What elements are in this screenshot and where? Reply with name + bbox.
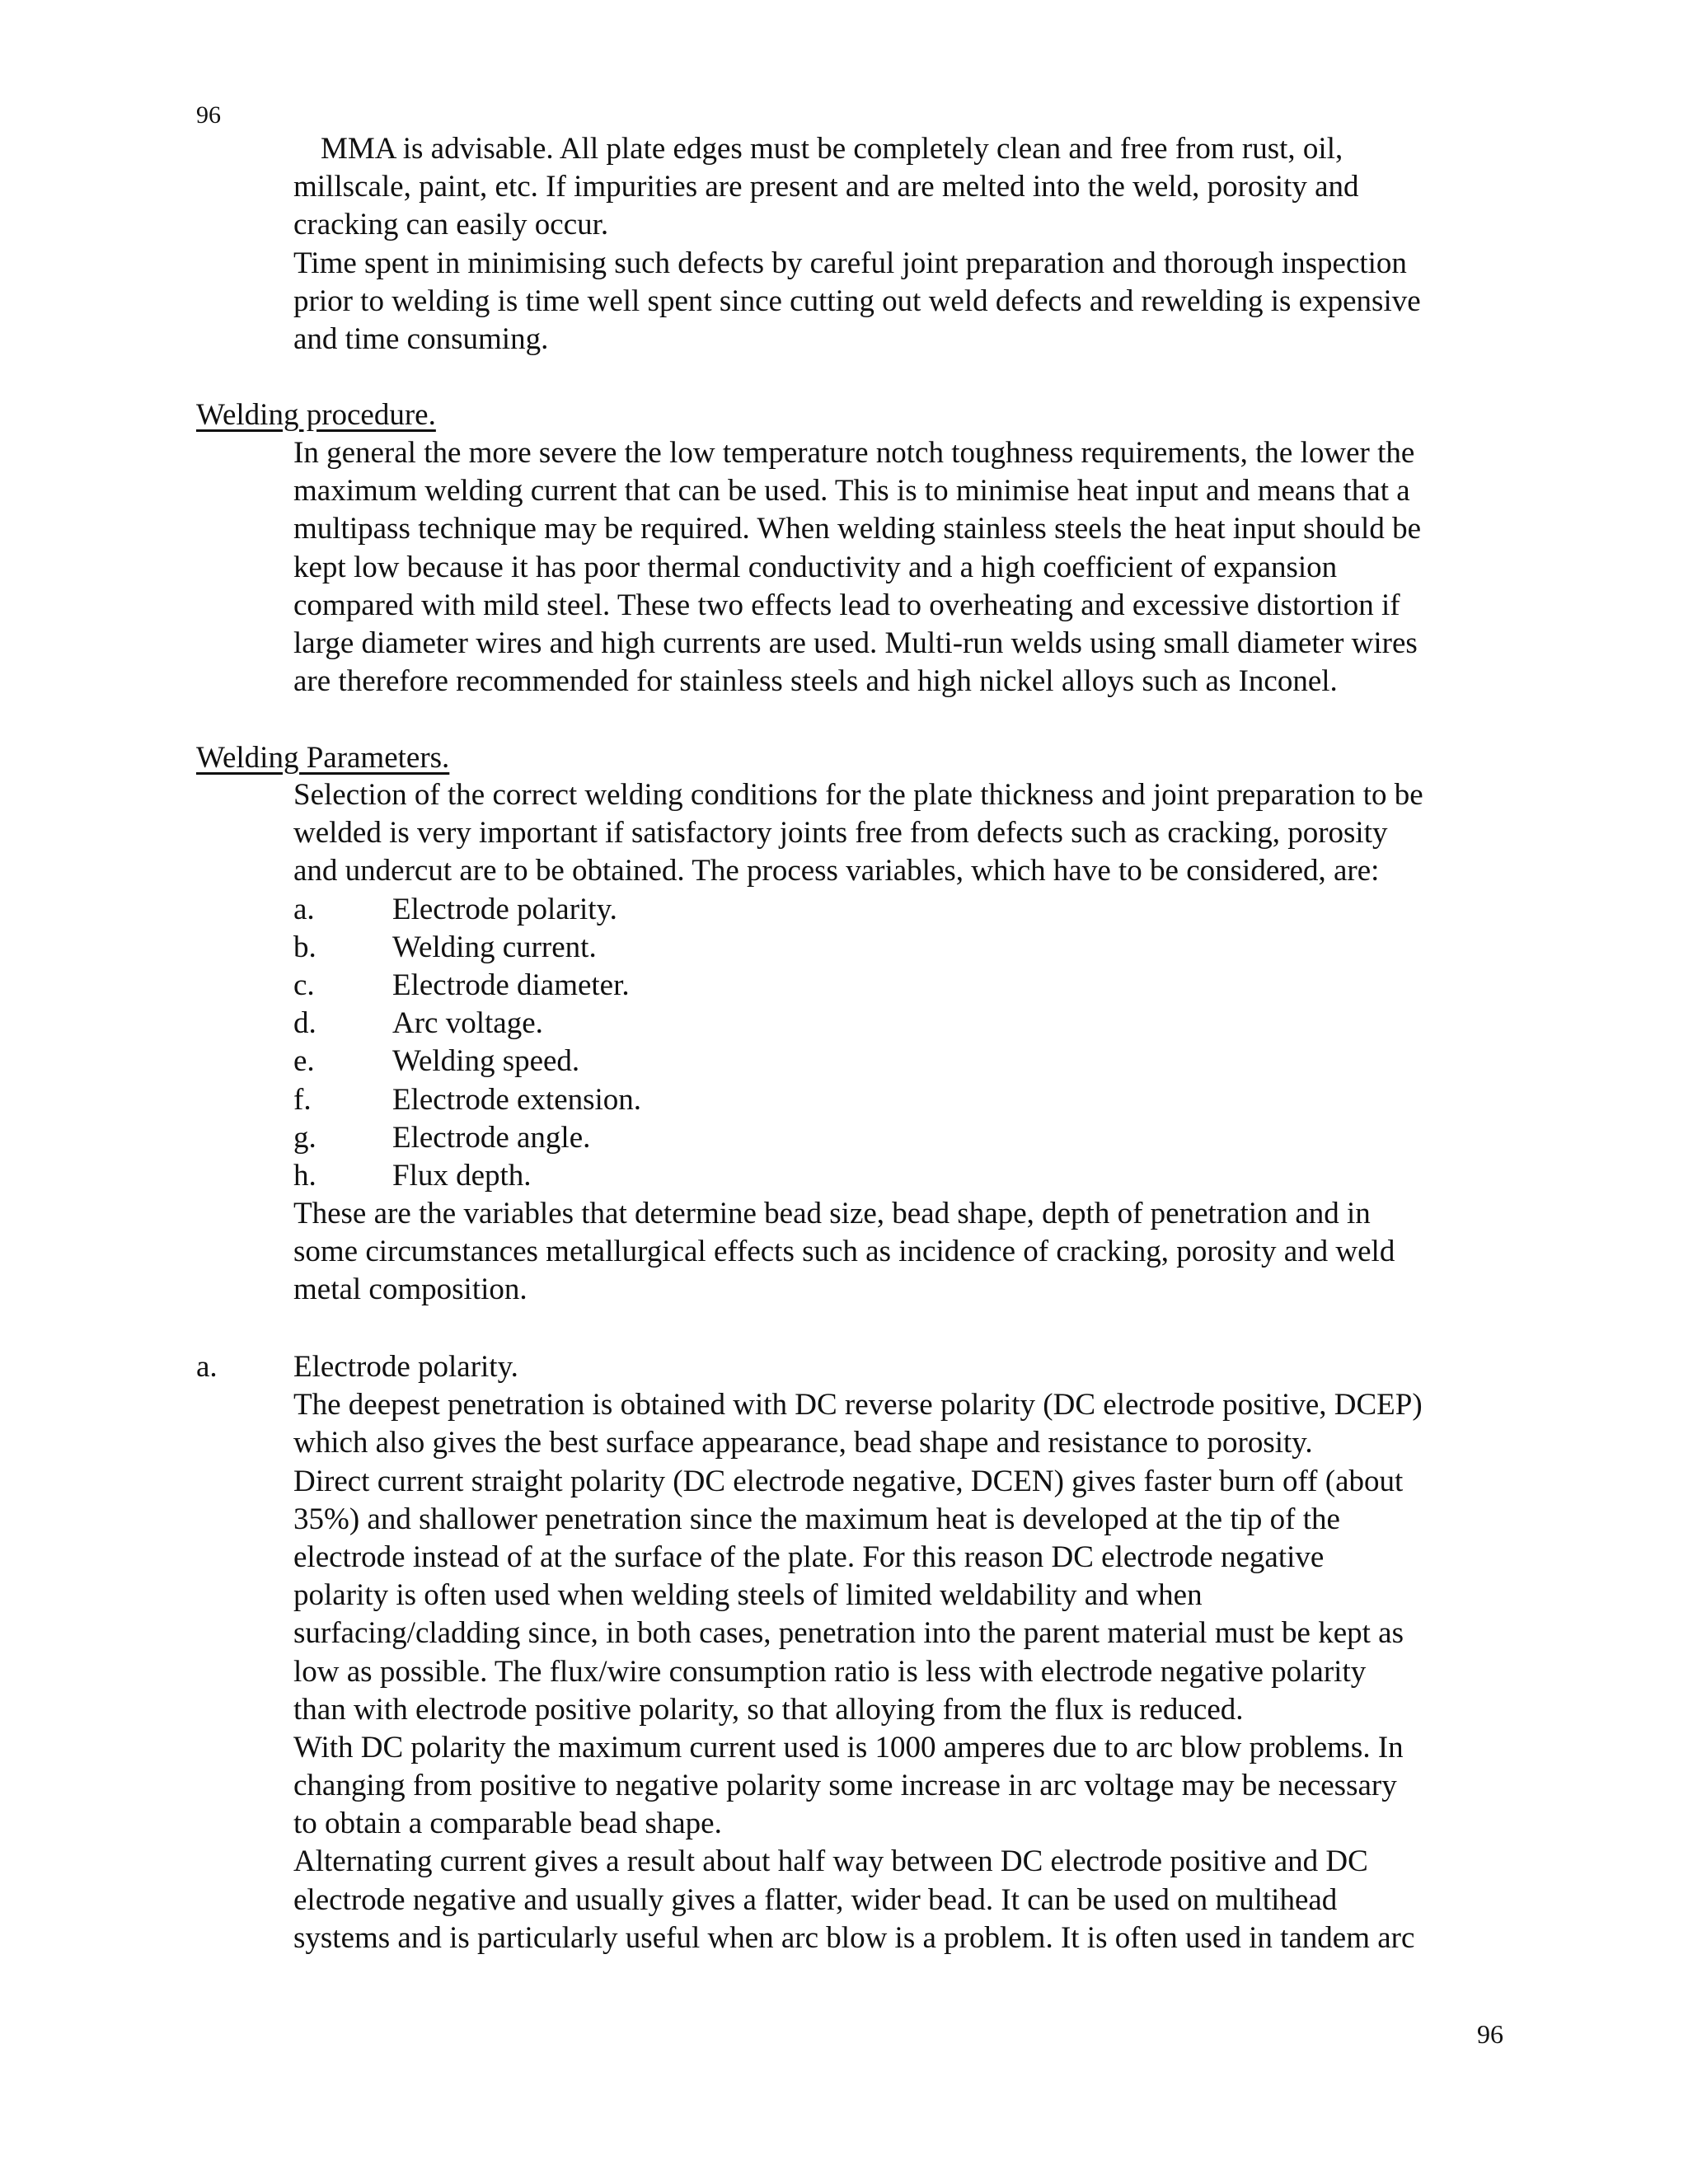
text-line: than with electrode positive polarity, so that alloying from the flux is reduced. <box>293 1692 1244 1727</box>
text-line: electrode negative and usually gives a flatter, wider bead. It can be used on multihead <box>293 1882 1338 1917</box>
list-item <box>293 1005 1522 1043</box>
list-item-text: Arc voltage. <box>392 1006 543 1041</box>
text-line: prior to welding is time well spent since cutting out weld defects and rewelding is expensive <box>293 284 1421 318</box>
text-line: 35%) and shallower penetration since the maximum heat is developed at the tip of the <box>293 1502 1340 1536</box>
list-item-text: Electrode polarity. <box>392 892 617 926</box>
text-line: changing from positive to negative polarity some increase in arc voltage may be necessary <box>293 1769 1397 1803</box>
text-line: Direct current straight polarity (DC electrode negative, DCEN) gives faster burn off (about <box>293 1464 1404 1498</box>
list-item-label: g. <box>293 1120 316 1155</box>
welding-procedure-heading: Welding procedure. <box>196 398 436 432</box>
list-item-text: Electrode extension. <box>392 1082 642 1117</box>
text-line: are therefore recommended for stainless steels and high nickel alloys such as Inconel. <box>293 664 1338 699</box>
subsection-title: Electrode polarity. <box>293 1350 518 1384</box>
process-variables-list <box>293 891 1522 1196</box>
list-item-label: b. <box>293 930 316 964</box>
list-item <box>293 1119 1522 1157</box>
text-line: kept low because it has poor thermal conductivity and a high coefficient of expansion <box>293 550 1338 584</box>
welding-procedure-paragraph <box>293 434 1522 701</box>
text-line: low as possible. The flux/wire consumption ratio is less with electrode negative polarity <box>293 1654 1367 1689</box>
text-line: MMA is advisable. All plate edges must be completely clean and free from rust, oil, <box>321 132 1343 166</box>
intro-paragraph <box>293 130 1522 359</box>
text-line: surfacing/cladding since, in both cases, penetration into the parent material must be kept as <box>293 1616 1404 1651</box>
list-item-text: Electrode diameter. <box>392 968 630 1002</box>
list-item-text: Welding current. <box>392 930 597 964</box>
text-line: polarity is often used when welding steels of limited weldability and when <box>293 1578 1203 1613</box>
list-item <box>293 967 1522 1005</box>
list-item-label: a. <box>293 892 315 926</box>
text-line: millscale, paint, etc. If impurities are present and are melted into the weld, porosity and <box>293 170 1359 204</box>
list-item-text: Flux depth. <box>392 1158 532 1193</box>
text-line: The deepest penetration is obtained with DC reverse polarity (DC electrode positive, DCEP) <box>293 1388 1423 1422</box>
list-item-label: d. <box>293 1006 316 1041</box>
text-line: metal composition. <box>293 1272 528 1307</box>
list-item-text: Electrode angle. <box>392 1120 591 1155</box>
text-line: Time spent in minimising such defects by careful joint preparation and thorough inspection <box>293 246 1407 280</box>
page-number-bottom: 96 <box>1477 2019 1503 2049</box>
text-line: which also gives the best surface appearance, bead shape and resistance to porosity. <box>293 1426 1313 1460</box>
text-line: Alternating current gives a result about half way between DC electrode positive and DC <box>293 1844 1368 1879</box>
text-line: and time consuming. <box>293 321 549 356</box>
subsection-marker: a. <box>196 1350 218 1384</box>
list-item <box>293 1157 1522 1195</box>
text-line: In general the more severe the low temperature notch toughness requirements, the lower the <box>293 436 1415 470</box>
text-line: multipass technique may be required. When welding stainless steels the heat input should be <box>293 512 1422 546</box>
text-line: Selection of the correct welding conditions for the plate thickness and joint preparation to be <box>293 778 1423 812</box>
list-item <box>293 1043 1522 1080</box>
list-item-label: e. <box>293 1044 315 1079</box>
text-line: compared with mild steel. These two effects lead to overheating and excessive distortion if <box>293 588 1400 622</box>
list-item <box>293 929 1522 967</box>
welding-parameters-heading: Welding Parameters. <box>196 741 450 775</box>
text-line: These are the variables that determine bead size, bead shape, depth of penetration and in <box>293 1197 1371 1231</box>
list-item-label: h. <box>293 1158 316 1193</box>
text-line: welded is very important if satisfactory joints free from defects such as cracking, porosity <box>293 816 1388 851</box>
list-item-label: f. <box>293 1082 312 1117</box>
text-line: systems and is particularly useful when arc blow is a problem. It is often used in tandem arc <box>293 1920 1415 1955</box>
text-line: some circumstances metallurgical effects such as incidence of cracking, porosity and weld <box>293 1235 1395 1269</box>
text-line: cracking can easily occur. <box>293 208 609 242</box>
list-item <box>293 1081 1522 1119</box>
text-line: large diameter wires and high currents are used. Multi-run welds using small diameter wires <box>293 626 1418 660</box>
list-item-text: Welding speed. <box>392 1044 580 1079</box>
text-line: electrode instead of at the surface of the plate. For this reason DC electrode negative <box>293 1540 1325 1574</box>
text-line: and undercut are to be obtained. The process variables, which have to be considered, are: <box>293 854 1380 888</box>
text-line: With DC polarity the maximum current used is 1000 amperes due to arc blow problems. In <box>293 1730 1404 1765</box>
list-item <box>293 891 1522 929</box>
text-line: to obtain a comparable bead shape. <box>293 1807 722 1841</box>
page-number-top: 96 <box>196 101 221 129</box>
electrode-polarity-section <box>293 1348 1522 1957</box>
welding-parameters-section <box>293 776 1522 1310</box>
list-item-label: c. <box>293 968 315 1002</box>
text-line: maximum welding current that can be used. This is to minimise heat input and means that a <box>293 474 1410 509</box>
